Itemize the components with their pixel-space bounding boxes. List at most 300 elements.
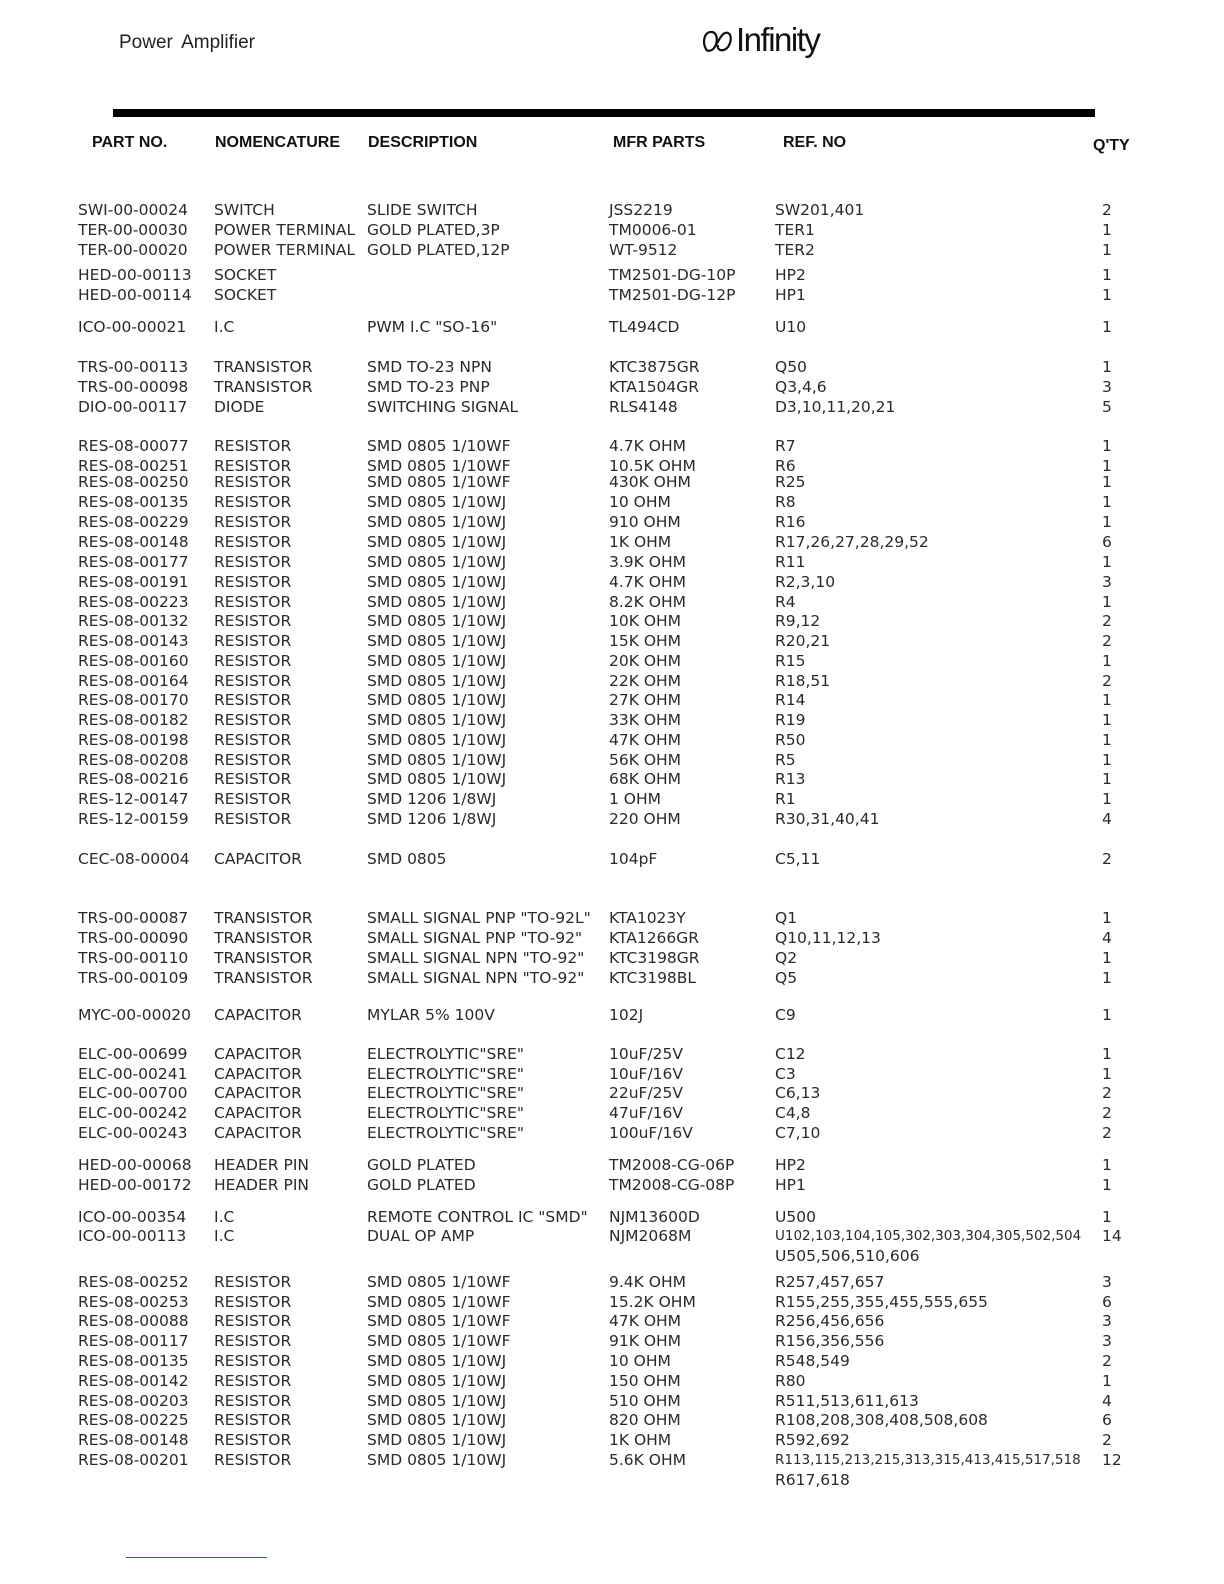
brand-name: Infinity bbox=[736, 21, 820, 58]
nomenclature-cell: HEADER PIN bbox=[214, 1176, 309, 1194]
nomenclature-cell: CAPACITOR bbox=[214, 1006, 302, 1024]
mfr-parts-cell: 3.9K OHM bbox=[609, 553, 686, 571]
part-no-cell: DIO-00-00117 bbox=[78, 398, 188, 416]
table-row bbox=[0, 1272, 1224, 1292]
qty-cell: 2 bbox=[1102, 1104, 1112, 1122]
ref-no-cell: R13 bbox=[775, 770, 806, 788]
qty-cell: 2 bbox=[1102, 1352, 1112, 1370]
nomenclature-cell: RESISTOR bbox=[214, 691, 292, 709]
mfr-parts-cell: 33K OHM bbox=[609, 711, 682, 729]
qty-cell: 1 bbox=[1102, 241, 1112, 259]
qty-cell: 3 bbox=[1102, 378, 1112, 396]
nomenclature-cell: RESISTOR bbox=[214, 672, 292, 690]
description-cell: SMD 1206 1/8WJ bbox=[367, 810, 497, 828]
mfr-parts-cell: TM2501-DG-12P bbox=[609, 286, 736, 304]
part-no-cell: RES-12-00147 bbox=[78, 790, 189, 808]
description-cell: GOLD PLATED bbox=[367, 1156, 476, 1174]
qty-cell: 2 bbox=[1102, 850, 1112, 868]
ref-no-cell: R6 bbox=[775, 457, 796, 475]
part-no-cell: RES-08-00223 bbox=[78, 593, 189, 611]
part-no-cell: ELC-00-00242 bbox=[78, 1104, 188, 1122]
mfr-parts-cell: KTA1504GR bbox=[609, 378, 700, 396]
nomenclature-cell: TRANSISTOR bbox=[214, 929, 313, 947]
table-row bbox=[0, 1044, 1224, 1064]
mfr-parts-cell: 10 OHM bbox=[609, 1352, 671, 1370]
ref-no-cell: R548,549 bbox=[775, 1352, 850, 1370]
table-row bbox=[0, 1155, 1224, 1175]
ref-no-cell: Q10,11,12,13 bbox=[775, 929, 881, 947]
qty-cell: 1 bbox=[1102, 318, 1112, 336]
ref-no-cell: C12 bbox=[775, 1045, 806, 1063]
part-no-cell: HED-00-00068 bbox=[78, 1156, 192, 1174]
ref-no-cell: Q2 bbox=[775, 949, 798, 967]
part-no-cell: ICO-00-00021 bbox=[78, 318, 187, 336]
description-cell: SMD 0805 1/10WJ bbox=[367, 612, 507, 630]
qty-cell: 1 bbox=[1102, 751, 1112, 769]
mfr-parts-cell: 91K OHM bbox=[609, 1332, 682, 1350]
description-cell: ELECTROLYTIC"SRE" bbox=[367, 1065, 525, 1083]
mfr-parts-cell: 1K OHM bbox=[609, 533, 672, 551]
part-no-cell: RES-08-00182 bbox=[78, 711, 189, 729]
qty-cell: 3 bbox=[1102, 573, 1112, 591]
part-no-cell: RES-08-00135 bbox=[78, 1352, 189, 1370]
table-row bbox=[0, 285, 1224, 305]
table-row bbox=[0, 1103, 1224, 1123]
qty-cell: 1 bbox=[1102, 553, 1112, 571]
qty-cell: 1 bbox=[1102, 358, 1112, 376]
table-row bbox=[0, 572, 1224, 592]
qty-cell: 1 bbox=[1102, 1208, 1112, 1226]
ref-no-cell: Q5 bbox=[775, 969, 798, 987]
infinity-loop-logo-icon bbox=[700, 23, 734, 57]
part-no-cell: RES-08-00164 bbox=[78, 672, 189, 690]
part-no-cell: RES-08-00143 bbox=[78, 632, 189, 650]
nomenclature-cell: RESISTOR bbox=[214, 553, 292, 571]
part-no-cell: MYC-00-00020 bbox=[78, 1006, 192, 1024]
description-cell: SMD 0805 1/10WJ bbox=[367, 751, 507, 769]
description-cell: SMD 0805 bbox=[367, 850, 447, 868]
ref-no-cell: R155,255,355,455,555,655 bbox=[775, 1293, 988, 1311]
description-cell: MYLAR 5% 100V bbox=[367, 1006, 495, 1024]
ref-no-cell: U500 bbox=[775, 1208, 816, 1226]
part-no-cell: RES-08-00203 bbox=[78, 1392, 189, 1410]
part-no-cell: TRS-00-00109 bbox=[78, 969, 189, 987]
part-no-cell: RES-08-00117 bbox=[78, 1332, 189, 1350]
ref-no-cell: R30,31,40,41 bbox=[775, 810, 880, 828]
qty-cell: 1 bbox=[1102, 909, 1112, 927]
description-cell: SMD 0805 1/10WF bbox=[367, 1332, 511, 1350]
table-row bbox=[0, 492, 1224, 512]
table-row bbox=[0, 1391, 1224, 1411]
table-row bbox=[0, 1005, 1224, 1025]
part-no-cell: TRS-00-00090 bbox=[78, 929, 189, 947]
nomenclature-cell: RESISTOR bbox=[214, 1352, 292, 1370]
qty-cell: 2 bbox=[1102, 612, 1112, 630]
qty-cell: 1 bbox=[1102, 1045, 1112, 1063]
description-cell: SMALL SIGNAL PNP "TO-92L" bbox=[367, 909, 591, 927]
table-row bbox=[0, 240, 1224, 260]
mfr-parts-cell: NJM13600D bbox=[609, 1208, 700, 1226]
nomenclature-cell: RESISTOR bbox=[214, 770, 292, 788]
qty-cell: 1 bbox=[1102, 1156, 1112, 1174]
table-row bbox=[0, 690, 1224, 710]
ref-no-cell: R14 bbox=[775, 691, 806, 709]
qty-cell: 6 bbox=[1102, 1411, 1112, 1429]
description-cell: SMD 0805 1/10WJ bbox=[367, 553, 507, 571]
table-row bbox=[0, 532, 1224, 552]
mfr-parts-cell: 47K OHM bbox=[609, 1312, 682, 1330]
mfr-parts-cell: TM2008-CG-06P bbox=[609, 1156, 735, 1174]
table-row bbox=[0, 849, 1224, 869]
ref-no-cell: R156,356,556 bbox=[775, 1332, 885, 1350]
nomenclature-cell: POWER TERMINAL bbox=[214, 221, 356, 239]
nomenclature-cell: RESISTOR bbox=[214, 493, 292, 511]
mfr-parts-cell: 15K OHM bbox=[609, 632, 682, 650]
nomenclature-cell: RESISTOR bbox=[214, 1392, 292, 1410]
mfr-parts-cell: 22K OHM bbox=[609, 672, 682, 690]
description-cell: SMD 0805 1/10WJ bbox=[367, 1372, 507, 1390]
nomenclature-cell: RESISTOR bbox=[214, 1273, 292, 1291]
nomenclature-cell: RESISTOR bbox=[214, 513, 292, 531]
mfr-parts-cell: TM0006-01 bbox=[609, 221, 697, 239]
qty-cell: 3 bbox=[1102, 1332, 1112, 1350]
table-row bbox=[0, 1207, 1224, 1227]
brand-logo bbox=[700, 20, 819, 60]
description-cell: SMD 0805 1/10WJ bbox=[367, 652, 507, 670]
description-cell: SMD 0805 1/10WJ bbox=[367, 493, 507, 511]
ref-no-cell: R256,456,656 bbox=[775, 1312, 885, 1330]
part-no-cell: SWI-00-00024 bbox=[78, 201, 188, 219]
description-cell: SMD 0805 1/10WJ bbox=[367, 1392, 507, 1410]
part-no-cell: TRS-00-00087 bbox=[78, 909, 189, 927]
part-no-cell: RES-08-00170 bbox=[78, 691, 189, 709]
part-no-cell: TER-00-00020 bbox=[78, 241, 188, 259]
description-cell: SMD 0805 1/10WF bbox=[367, 437, 511, 455]
document-title: Power Amplifier bbox=[119, 32, 255, 53]
description-cell: SLIDE SWITCH bbox=[367, 201, 478, 219]
table-row bbox=[0, 948, 1224, 968]
part-no-cell: ICO-00-00113 bbox=[78, 1227, 187, 1245]
part-no-cell: RES-08-00148 bbox=[78, 533, 189, 551]
qty-cell: 6 bbox=[1102, 533, 1112, 551]
qty-cell: 1 bbox=[1102, 437, 1112, 455]
qty-cell: 1 bbox=[1102, 1065, 1112, 1083]
qty-cell: 2 bbox=[1102, 201, 1112, 219]
part-no-cell: ELC-00-00243 bbox=[78, 1124, 188, 1142]
description-cell: SMD 0805 1/10WJ bbox=[367, 691, 507, 709]
nomenclature-cell: RESISTOR bbox=[214, 652, 292, 670]
table-row bbox=[0, 377, 1224, 397]
ref-no-cell: C7,10 bbox=[775, 1124, 821, 1142]
mfr-parts-cell: WT-9512 bbox=[609, 241, 678, 259]
table-row bbox=[0, 789, 1224, 809]
col-header-mfr-parts: MFR PARTS bbox=[613, 134, 706, 151]
table-row bbox=[0, 1450, 1224, 1489]
table-row bbox=[0, 651, 1224, 671]
mfr-parts-cell: 8.2K OHM bbox=[609, 593, 686, 611]
table-row bbox=[0, 472, 1224, 492]
mfr-parts-cell: 5.6K OHM bbox=[609, 1451, 686, 1469]
part-no-cell: RES-08-00132 bbox=[78, 612, 189, 630]
ref-no-cell: R25 bbox=[775, 473, 806, 491]
mfr-parts-cell: 27K OHM bbox=[609, 691, 682, 709]
nomenclature-cell: RESISTOR bbox=[214, 731, 292, 749]
qty-cell: 1 bbox=[1102, 1372, 1112, 1390]
qty-cell: 1 bbox=[1102, 473, 1112, 491]
description-cell: ELECTROLYTIC"SRE" bbox=[367, 1084, 525, 1102]
footer-divider bbox=[126, 1557, 267, 1558]
description-cell: SWITCHING SIGNAL bbox=[367, 398, 519, 416]
description-cell: SMD 0805 1/10WF bbox=[367, 473, 511, 491]
part-no-cell: HED-00-00172 bbox=[78, 1176, 192, 1194]
qty-cell: 1 bbox=[1102, 513, 1112, 531]
description-cell: SMD 0805 1/10WJ bbox=[367, 770, 507, 788]
part-no-cell: RES-08-00177 bbox=[78, 553, 189, 571]
table-row bbox=[0, 1311, 1224, 1331]
mfr-parts-cell: 10 OHM bbox=[609, 493, 671, 511]
part-no-cell: TRS-00-00113 bbox=[78, 358, 189, 376]
nomenclature-cell: RESISTOR bbox=[214, 612, 292, 630]
mfr-parts-cell: 510 OHM bbox=[609, 1392, 681, 1410]
ref-no-cell: Q50 bbox=[775, 358, 807, 376]
ref-no-cell: R9,12 bbox=[775, 612, 821, 630]
nomenclature-cell: RESISTOR bbox=[214, 473, 292, 491]
mfr-parts-cell: RLS4148 bbox=[609, 398, 678, 416]
description-cell: SMD 0805 1/10WJ bbox=[367, 593, 507, 611]
nomenclature-cell: TRANSISTOR bbox=[214, 909, 313, 927]
table-row bbox=[0, 1064, 1224, 1084]
col-header-qty: Q'TY bbox=[1093, 137, 1130, 154]
part-no-cell: RES-08-00148 bbox=[78, 1431, 189, 1449]
mfr-parts-cell: KTC3198GR bbox=[609, 949, 700, 967]
ref-no-cell: U102,103,104,105,302,303,304,305,502,504 bbox=[775, 1228, 1082, 1244]
part-no-cell: RES-08-00229 bbox=[78, 513, 189, 531]
nomenclature-cell: DIODE bbox=[214, 398, 265, 416]
description-cell: SMD TO-23 NPN bbox=[367, 358, 492, 376]
qty-cell: 3 bbox=[1102, 1273, 1112, 1291]
nomenclature-cell: RESISTOR bbox=[214, 711, 292, 729]
table-row bbox=[0, 968, 1224, 988]
nomenclature-cell: TRANSISTOR bbox=[214, 969, 313, 987]
part-no-cell: RES-08-00251 bbox=[78, 457, 189, 475]
table-row bbox=[0, 1371, 1224, 1391]
nomenclature-cell: TRANSISTOR bbox=[214, 949, 313, 967]
col-header-ref-no: REF. NO bbox=[783, 134, 847, 151]
ref-no-cell: R19 bbox=[775, 711, 806, 729]
description-cell: REMOTE CONTROL IC "SMD" bbox=[367, 1208, 588, 1226]
table-row bbox=[0, 908, 1224, 928]
ref-no-cell: HP1 bbox=[775, 286, 806, 304]
table-row bbox=[0, 357, 1224, 377]
mfr-parts-cell: 10uF/25V bbox=[609, 1045, 684, 1063]
table-row bbox=[0, 1123, 1224, 1143]
header-divider bbox=[113, 109, 1095, 117]
qty-cell: 5 bbox=[1102, 398, 1112, 416]
part-no-cell: RES-08-00208 bbox=[78, 751, 189, 769]
table-row bbox=[0, 1292, 1224, 1312]
mfr-parts-cell: 20K OHM bbox=[609, 652, 682, 670]
mfr-parts-cell: 820 OHM bbox=[609, 1411, 681, 1429]
table-row bbox=[0, 769, 1224, 789]
description-cell: DUAL OP AMP bbox=[367, 1227, 475, 1245]
qty-cell: 1 bbox=[1102, 266, 1112, 284]
mfr-parts-cell: 9.4K OHM bbox=[609, 1273, 686, 1291]
description-cell: GOLD PLATED,12P bbox=[367, 241, 510, 259]
nomenclature-cell: RESISTOR bbox=[214, 1293, 292, 1311]
nomenclature-cell: CAPACITOR bbox=[214, 1104, 302, 1122]
mfr-parts-cell: JSS2219 bbox=[609, 201, 673, 219]
part-no-cell: TRS-00-00098 bbox=[78, 378, 189, 396]
table-row bbox=[0, 1410, 1224, 1430]
description-cell: SMD 0805 1/10WJ bbox=[367, 632, 507, 650]
ref-no-cell: R5 bbox=[775, 751, 796, 769]
ref-no-cell: R17,26,27,28,29,52 bbox=[775, 533, 929, 551]
description-cell: SMD 0805 1/10WJ bbox=[367, 1352, 507, 1370]
ref-no-cell: R1 bbox=[775, 790, 796, 808]
mfr-parts-cell: 102J bbox=[609, 1006, 644, 1024]
table-row bbox=[0, 750, 1224, 770]
ref-no-cell: R15 bbox=[775, 652, 806, 670]
ref-no-cell: Q1 bbox=[775, 909, 798, 927]
table-row bbox=[0, 611, 1224, 631]
mfr-parts-cell: 220 OHM bbox=[609, 810, 681, 828]
ref-no-cell: R80 bbox=[775, 1372, 806, 1390]
part-no-cell: RES-08-00191 bbox=[78, 573, 189, 591]
table-row bbox=[0, 436, 1224, 456]
mfr-parts-cell: 68K OHM bbox=[609, 770, 682, 788]
description-cell: GOLD PLATED,3P bbox=[367, 221, 500, 239]
part-no-cell: RES-08-00142 bbox=[78, 1372, 189, 1390]
qty-cell: 1 bbox=[1102, 493, 1112, 511]
table-row bbox=[0, 1226, 1224, 1265]
part-no-cell: ICO-00-00354 bbox=[78, 1208, 187, 1226]
description-cell: ELECTROLYTIC"SRE" bbox=[367, 1104, 525, 1122]
part-no-cell: RES-08-00216 bbox=[78, 770, 189, 788]
table-row bbox=[0, 1083, 1224, 1103]
description-cell: SMD TO-23 PNP bbox=[367, 378, 490, 396]
ref-no-cell: TER2 bbox=[775, 241, 815, 259]
table-row bbox=[0, 265, 1224, 285]
ref-no-continuation-cell: R617,618 bbox=[775, 1471, 850, 1489]
ref-no-cell: HP2 bbox=[775, 266, 806, 284]
table-row bbox=[0, 397, 1224, 417]
ref-no-cell: C5,11 bbox=[775, 850, 821, 868]
qty-cell: 12 bbox=[1102, 1451, 1122, 1469]
description-cell: ELECTROLYTIC"SRE" bbox=[367, 1124, 525, 1142]
ref-no-cell: R11 bbox=[775, 553, 806, 571]
description-cell: SMD 0805 1/10WJ bbox=[367, 533, 507, 551]
qty-cell: 1 bbox=[1102, 731, 1112, 749]
ref-no-cell: C3 bbox=[775, 1065, 796, 1083]
description-cell: SMD 0805 1/10WJ bbox=[367, 573, 507, 591]
qty-cell: 1 bbox=[1102, 770, 1112, 788]
mfr-parts-cell: NJM2068M bbox=[609, 1227, 692, 1245]
description-cell: SMD 0805 1/10WJ bbox=[367, 672, 507, 690]
description-cell: SMALL SIGNAL NPN "TO-92" bbox=[367, 949, 585, 967]
mfr-parts-cell: KTA1023Y bbox=[609, 909, 686, 927]
table-row bbox=[0, 631, 1224, 651]
ref-no-cell: R16 bbox=[775, 513, 806, 531]
part-no-cell: RES-08-00198 bbox=[78, 731, 189, 749]
qty-cell: 1 bbox=[1102, 711, 1112, 729]
table-row bbox=[0, 592, 1224, 612]
ref-no-cell: C9 bbox=[775, 1006, 796, 1024]
table-row bbox=[0, 512, 1224, 532]
mfr-parts-cell: 910 OHM bbox=[609, 513, 681, 531]
nomenclature-cell: HEADER PIN bbox=[214, 1156, 309, 1174]
nomenclature-cell: RESISTOR bbox=[214, 437, 292, 455]
description-cell: SMD 0805 1/10WF bbox=[367, 1312, 511, 1330]
ref-no-cell: R592,692 bbox=[775, 1431, 850, 1449]
ref-no-cell: R511,513,611,613 bbox=[775, 1392, 919, 1410]
mfr-parts-cell: 1 OHM bbox=[609, 790, 662, 808]
ref-no-cell: R2,3,10 bbox=[775, 573, 836, 591]
nomenclature-cell: CAPACITOR bbox=[214, 1084, 302, 1102]
ref-no-cell: SW201,401 bbox=[775, 201, 865, 219]
ref-no-cell: R257,457,657 bbox=[775, 1273, 885, 1291]
nomenclature-cell: RESISTOR bbox=[214, 573, 292, 591]
mfr-parts-cell: 10K OHM bbox=[609, 612, 682, 630]
mfr-parts-cell: 56K OHM bbox=[609, 751, 682, 769]
ref-no-cell: Q3,4,6 bbox=[775, 378, 827, 396]
qty-cell: 1 bbox=[1102, 652, 1112, 670]
table-row bbox=[0, 1175, 1224, 1195]
qty-cell: 4 bbox=[1102, 810, 1112, 828]
qty-cell: 2 bbox=[1102, 632, 1112, 650]
qty-cell: 6 bbox=[1102, 1293, 1112, 1311]
table-row bbox=[0, 710, 1224, 730]
qty-cell: 2 bbox=[1102, 1084, 1112, 1102]
nomenclature-cell: RESISTOR bbox=[214, 751, 292, 769]
mfr-parts-cell: 10uF/16V bbox=[609, 1065, 684, 1083]
description-cell: SMALL SIGNAL NPN "TO-92" bbox=[367, 969, 585, 987]
description-cell: SMD 0805 1/10WF bbox=[367, 1273, 511, 1291]
part-no-cell: TRS-00-00110 bbox=[78, 949, 189, 967]
nomenclature-cell: POWER TERMINAL bbox=[214, 241, 356, 259]
ref-no-cell: HP2 bbox=[775, 1156, 806, 1174]
mfr-parts-cell: 4.7K OHM bbox=[609, 573, 686, 591]
qty-cell: 4 bbox=[1102, 1392, 1112, 1410]
nomenclature-cell: RESISTOR bbox=[214, 810, 292, 828]
qty-cell: 2 bbox=[1102, 1124, 1112, 1142]
ref-no-cell: R50 bbox=[775, 731, 806, 749]
nomenclature-cell: I.C bbox=[214, 1227, 235, 1245]
nomenclature-cell: RESISTOR bbox=[214, 1372, 292, 1390]
qty-cell: 2 bbox=[1102, 672, 1112, 690]
ref-no-cell: C6,13 bbox=[775, 1084, 821, 1102]
mfr-parts-cell: KTC3875GR bbox=[609, 358, 700, 376]
description-cell: GOLD PLATED bbox=[367, 1176, 476, 1194]
description-cell: PWM I.C "SO-16" bbox=[367, 318, 498, 336]
nomenclature-cell: RESISTOR bbox=[214, 593, 292, 611]
mfr-parts-cell: 4.7K OHM bbox=[609, 437, 686, 455]
description-cell: ELECTROLYTIC"SRE" bbox=[367, 1045, 525, 1063]
nomenclature-cell: RESISTOR bbox=[214, 1431, 292, 1449]
table-row bbox=[0, 1351, 1224, 1371]
qty-cell: 1 bbox=[1102, 969, 1112, 987]
nomenclature-cell: RESISTOR bbox=[214, 632, 292, 650]
part-no-cell: RES-08-00225 bbox=[78, 1411, 189, 1429]
part-no-cell: RES-08-00160 bbox=[78, 652, 189, 670]
nomenclature-cell: RESISTOR bbox=[214, 790, 292, 808]
ref-no-cell: R113,115,213,215,313,315,413,415,517,518 bbox=[775, 1452, 1081, 1468]
mfr-parts-cell: KTA1266GR bbox=[609, 929, 700, 947]
mfr-parts-cell: 10.5K OHM bbox=[609, 457, 696, 475]
nomenclature-cell: SOCKET bbox=[214, 286, 277, 304]
description-cell: SMD 0805 1/10WJ bbox=[367, 731, 507, 749]
table-row bbox=[0, 1331, 1224, 1351]
nomenclature-cell: TRANSISTOR bbox=[214, 378, 313, 396]
